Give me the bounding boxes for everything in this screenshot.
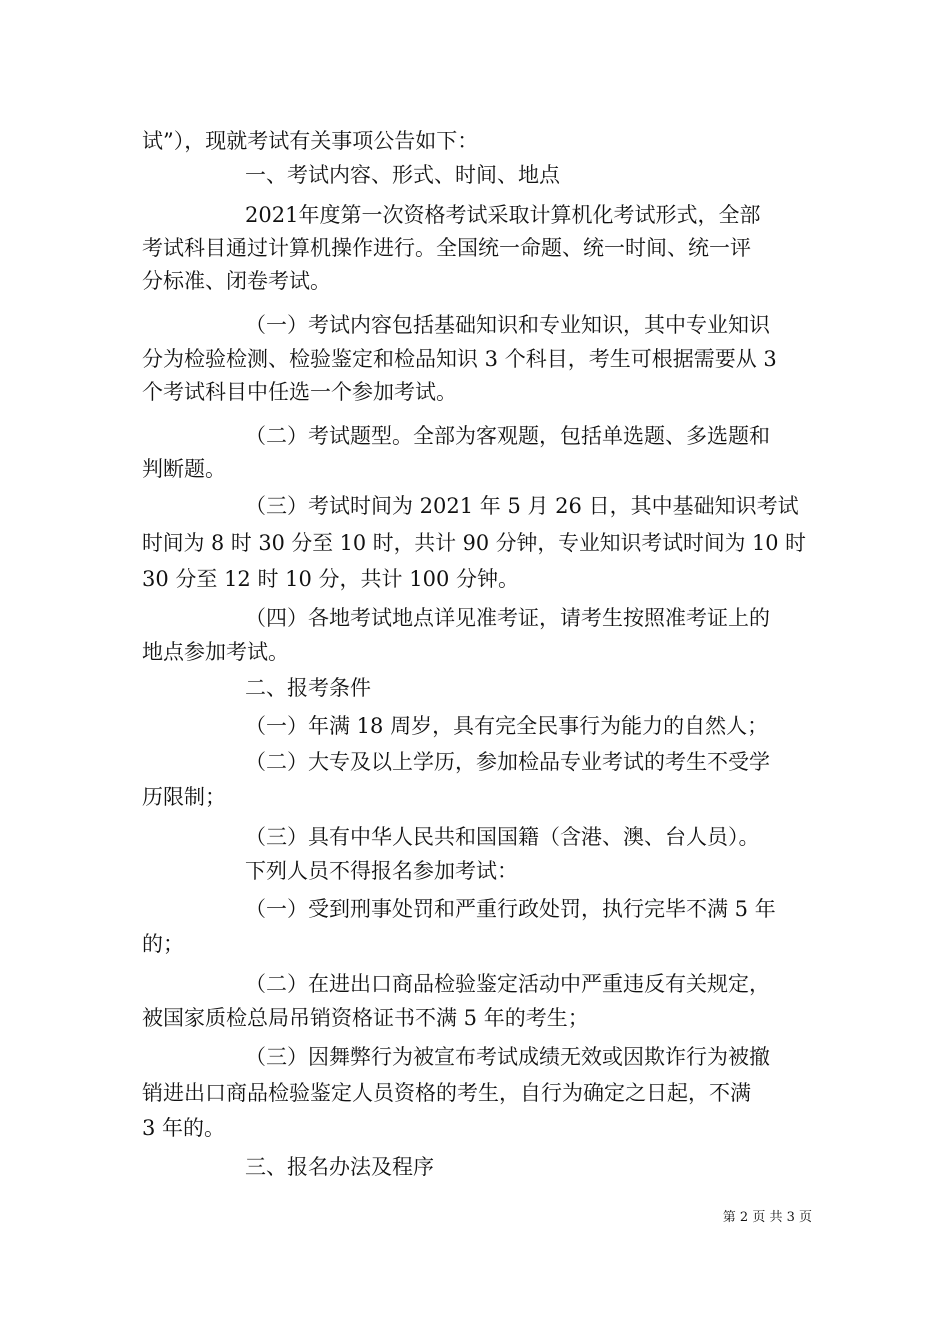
text-line: （四）各地考试地点详见准考证，请考生按照准考证上的 (245, 606, 770, 630)
section-heading: 三、报名办法及程序 (245, 1155, 434, 1179)
text-line: （三）考试时间为 2021 年 5 月 26 日，其中基础知识考试 (245, 494, 799, 518)
text-line: 历限制； (142, 785, 226, 809)
text-line: 分标准、闭卷考试。 (142, 269, 331, 293)
page-number-footer: 第 2 页 共 3 页 (722, 1210, 812, 1225)
text-line: 销进出口商品检验鉴定人员资格的考生，自行为确定之日起，不满 (142, 1081, 751, 1105)
text-line: 2021年度第一次资格考试采取计算机化考试形式，全部 (245, 203, 761, 227)
text-line: 分为检验检测、检验鉴定和检品知识 3 个科目，考生可根据需要从 3 (142, 347, 777, 371)
text-line: （一）年满 18 周岁，具有完全民事行为能力的自然人； (245, 714, 769, 738)
text-line: 地点参加考试。 (142, 640, 289, 664)
text-line: 时间为 8 时 30 分至 10 时，共计 90 分钟，专业知识考试时间为 10 时 (142, 531, 806, 555)
section-heading: 二、报考条件 (245, 676, 371, 700)
text-line: （一）受到刑事处罚和严重行政处罚，执行完毕不满 5 年 (245, 897, 776, 921)
text-line: （三）因舞弊行为被宣布考试成绩无效或因欺诈行为被撤 (245, 1045, 770, 1069)
text-line: 个考试科目中任选一个参加考试。 (142, 380, 457, 404)
text-line: 考试科目通过计算机操作进行。全国统一命题、统一时间、统一评 (142, 236, 751, 260)
text-line: 下列人员不得报名参加考试： (245, 859, 518, 883)
text-line: （二）大专及以上学历，参加检品专业考试的考生不受学 (245, 750, 770, 774)
text-line: （二）考试题型。全部为客观题，包括单选题、多选题和 (245, 424, 770, 448)
text-line: 被国家质检总局吊销资格证书不满 5 年的考生； (142, 1006, 589, 1030)
text-line: 试”），现就考试有关事项公告如下： (142, 129, 479, 153)
text-line: （二）在进出口商品检验鉴定活动中严重违反有关规定， (245, 972, 770, 996)
text-line: 判断题。 (142, 457, 226, 481)
section-heading: 一、考试内容、形式、时间、地点 (245, 163, 560, 187)
text-line: （三）具有中华人民共和国国籍（含港、澳、台人员）。 (245, 825, 760, 849)
text-line: 3 年的。 (142, 1116, 226, 1140)
text-line: 的； (142, 932, 184, 956)
text-line: （一）考试内容包括基础知识和专业知识，其中专业知识 (245, 313, 770, 337)
text-line: 30 分至 12 时 10 分，共计 100 分钟。 (142, 567, 519, 591)
